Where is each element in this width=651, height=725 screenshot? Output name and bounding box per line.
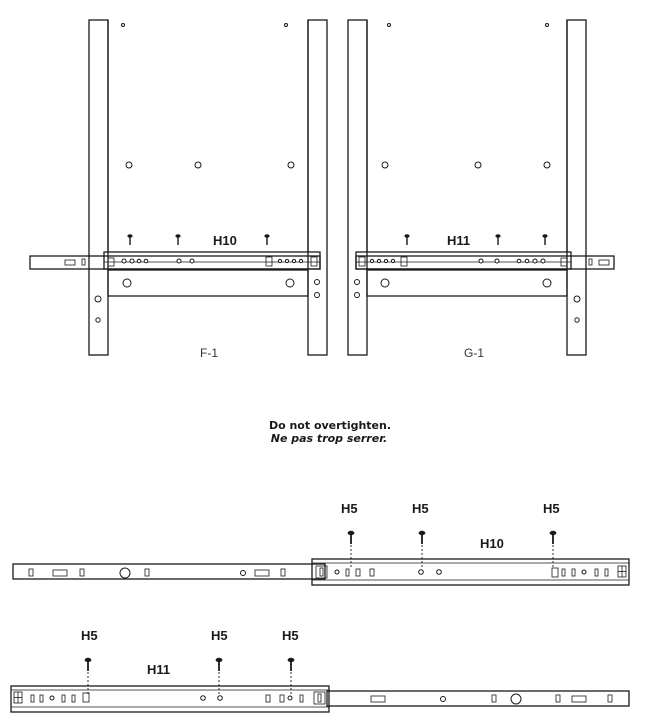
figure-f1	[30, 20, 327, 360]
screw-icon	[127, 234, 132, 245]
cabinet-post-left	[348, 20, 367, 355]
drawer-slide-f1	[30, 256, 320, 269]
screw-label-h5: H5	[282, 628, 299, 643]
slide-label-g1: H11	[447, 233, 471, 248]
drawer-slide-g1	[356, 256, 614, 269]
figure-caption-f1: F-1	[200, 346, 218, 360]
warning-note-fr: Ne pas trop serrer.	[270, 432, 388, 445]
screw-icon	[348, 531, 355, 544]
screw-icon	[264, 234, 269, 245]
figure-caption-g1: G-1	[464, 346, 485, 360]
screw-icon	[404, 234, 409, 245]
screw-icon	[288, 658, 295, 671]
screw-icon	[419, 531, 426, 544]
screw-label-h5: H5	[543, 501, 560, 516]
cabinet-post-right	[308, 20, 327, 355]
detail-slide-h10	[13, 501, 629, 585]
screw-label-h5: H5	[412, 501, 429, 516]
cabinet-post-left	[89, 20, 108, 355]
screw-icon	[216, 658, 223, 671]
bottom-rail-g1	[367, 270, 567, 296]
screw-icon	[542, 234, 547, 245]
screw-icon	[85, 658, 92, 671]
screw-label-h5: H5	[341, 501, 358, 516]
detail-slide-h11	[11, 628, 629, 712]
screw-icon	[175, 234, 180, 245]
figure-g1	[348, 20, 614, 360]
slide-label-h11: H11	[147, 662, 171, 677]
slide-label-f1: H10	[213, 233, 237, 248]
warning-note-en: Do not overtighten.	[268, 419, 392, 432]
slide-label-h10: H10	[480, 536, 504, 551]
screw-label-h5: H5	[211, 628, 228, 643]
screw-icon	[550, 531, 557, 544]
cabinet-post-right	[567, 20, 586, 355]
screw-label-h5: H5	[81, 628, 98, 643]
screw-icon	[495, 234, 500, 245]
bottom-rail-f1	[108, 270, 308, 296]
